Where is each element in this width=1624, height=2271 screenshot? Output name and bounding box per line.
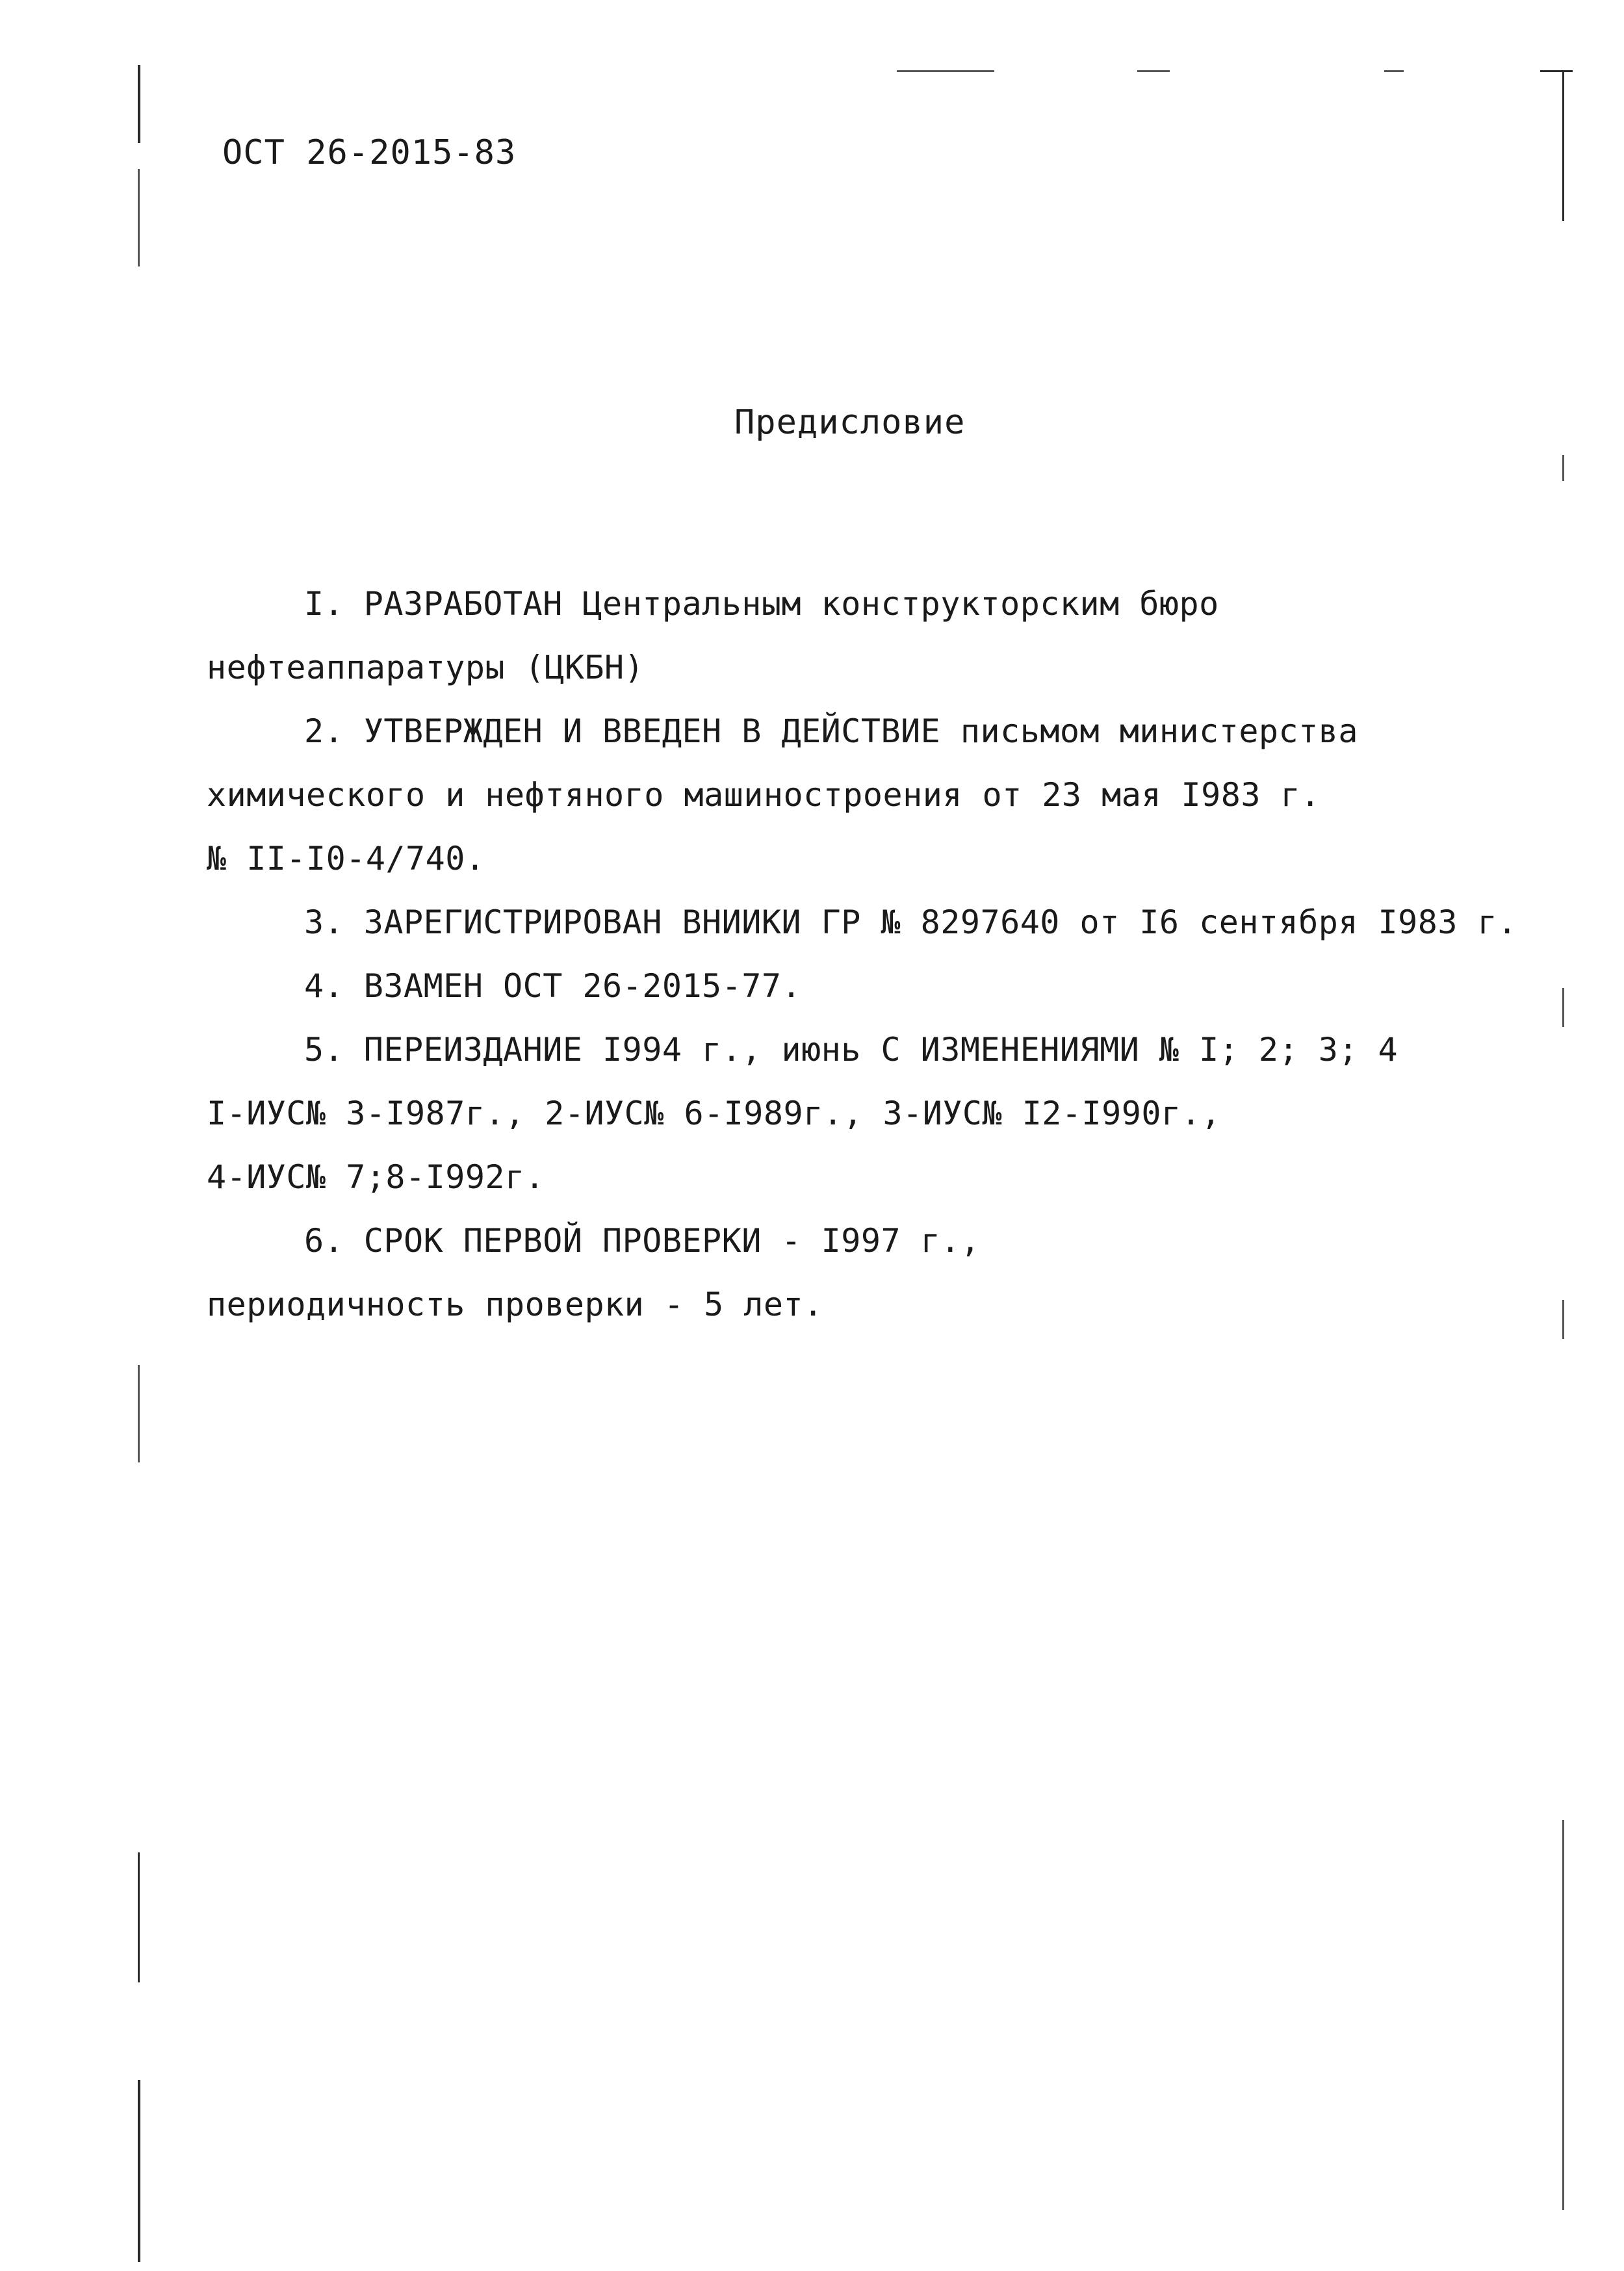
left-scan-edge [138, 169, 140, 266]
preface-line: 3. ЗАРЕГИСТРИРОВАН ВНИИКИ ГР № 8297640 от I6 сентября I983 г. [304, 903, 1517, 941]
preface-line: химического и нефтяного машиностроения от 23 мая I983 г. [207, 776, 1321, 814]
section-heading: Предисловие [734, 403, 966, 442]
top-scan-mark [897, 70, 994, 72]
left-scan-edge [138, 65, 140, 143]
preface-body [207, 572, 1545, 1336]
preface-line: 4-ИУС№ 7;8-I992г. [207, 1158, 545, 1196]
top-scan-mark [1137, 70, 1170, 72]
preface-line: 5. ПЕРЕИЗДАНИЕ I994 г., июнь С ИЗМЕНЕНИЯМИ № I; 2; 3; 4 [304, 1031, 1398, 1069]
right-scan-edge [1562, 1300, 1564, 1339]
left-scan-edge [138, 1365, 140, 1462]
preface-line: 4. ВЗАМЕН ОСТ 26-2015-77. [304, 967, 802, 1005]
preface-line: нефтеаппаратуры (ЦКБН) [207, 649, 645, 686]
document-code: ОСТ 26-2015-83 [222, 133, 517, 172]
preface-line: I. РАЗРАБОТАН Центральным конструкторским бюро [304, 585, 1219, 623]
top-scan-mark [1540, 70, 1573, 72]
top-scan-mark [1384, 70, 1404, 72]
right-scan-edge [1562, 1820, 1564, 2210]
right-scan-edge [1562, 455, 1564, 481]
right-scan-edge [1562, 988, 1564, 1027]
preface-line: I-ИУС№ 3-I987г., 2-ИУС№ 6-I989г., 3-ИУС№ I2-I990г., [207, 1095, 1221, 1132]
left-scan-edge [138, 1852, 140, 1982]
left-scan-edge [138, 2080, 140, 2262]
preface-line: периодичность проверки - 5 лет. [207, 1286, 823, 1323]
preface-line: 2. УТВЕРЖДЕН И ВВЕДЕН В ДЕЙСТВИЕ письмом министерства [304, 712, 1358, 750]
preface-line: 6. СРОК ПЕРВОЙ ПРОВЕРКИ - I997 г., [304, 1222, 981, 1260]
right-scan-edge [1562, 71, 1564, 221]
preface-line: № II-I0-4/740. [207, 840, 485, 877]
